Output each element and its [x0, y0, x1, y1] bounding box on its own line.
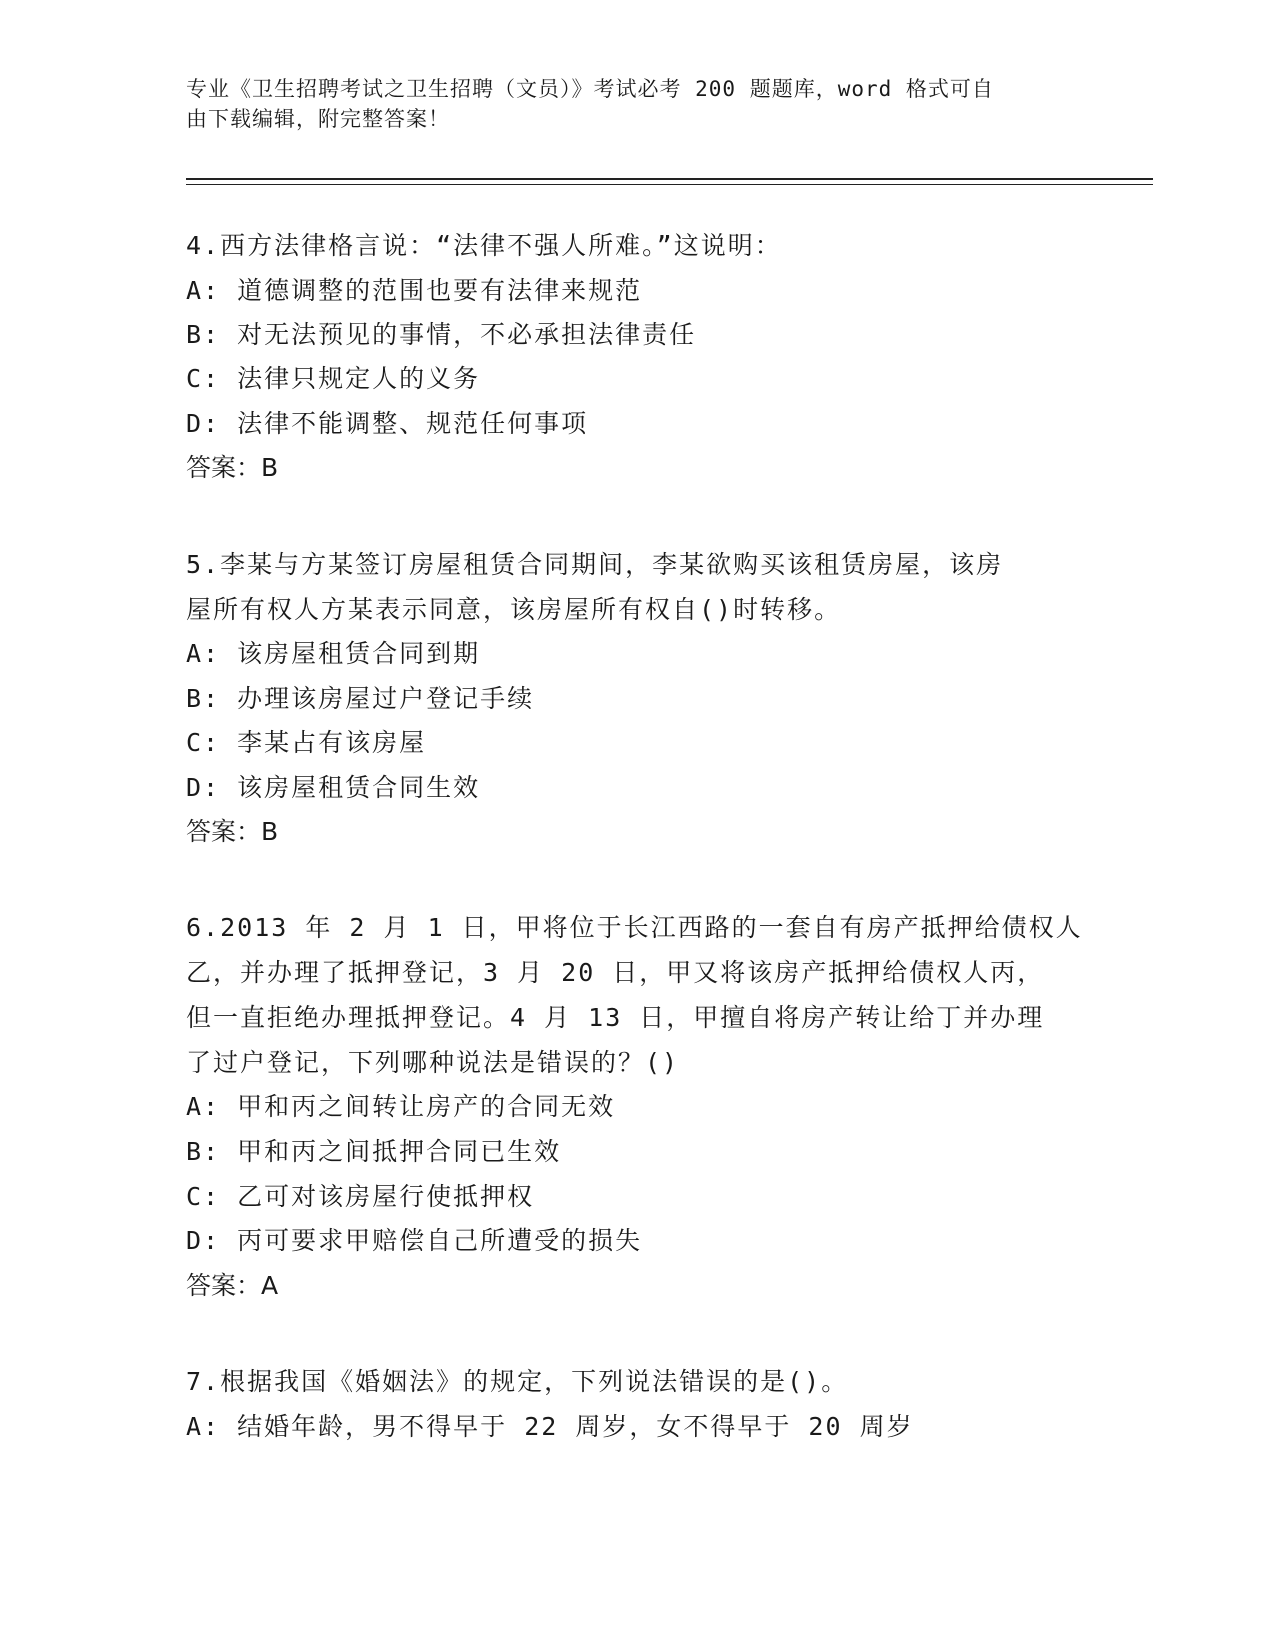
question-5-answer: 答案：B: [186, 817, 279, 846]
question-6-option-c: C: 乙可对该房屋行使抵押权: [186, 1182, 535, 1211]
question-5-stem-line-2: 屋所有权人方某表示同意，该房屋所有权自()时转移。: [186, 595, 842, 624]
question-6-answer: 答案：A: [186, 1271, 279, 1300]
question-4-stem: 4.西方法律格言说：“法律不强人所难。”这说明：: [186, 231, 782, 260]
question-6-option-b: B: 甲和丙之间抵押合同已生效: [186, 1137, 562, 1166]
header-line-1: 专业《卫生招聘考试之卫生招聘（文员）》考试必考 200 题题库，word 格式可自: [186, 77, 994, 101]
question-5-option-c: C: 李某占有该房屋: [186, 728, 427, 757]
question-6-stem-line-4: 了过户登记，下列哪种说法是错误的？(): [186, 1048, 680, 1077]
question-6-stem-line-2: 乙，并办理了抵押登记，3 月 20 日，甲又将该房产抵押给债权人丙，: [186, 958, 1045, 987]
question-4-option-a: A: 道德调整的范围也要有法律来规范: [186, 276, 643, 305]
question-4-option-d: D: 法律不能调整、规范任何事项: [186, 409, 589, 438]
question-5-option-d: D: 该房屋租赁合同生效: [186, 773, 481, 802]
question-5-option-a: A: 该房屋租赁合同到期: [186, 639, 481, 668]
header-divider-thick: [186, 178, 1153, 180]
question-7-option-a: A: 结婚年龄，男不得早于 22 周岁，女不得早于 20 周岁: [186, 1412, 914, 1441]
question-6-stem-line-1: 6.2013 年 2 月 1 日，甲将位于长江西路的一套自有房产抵押给债权人: [186, 913, 1083, 942]
question-5-option-b: B: 办理该房屋过户登记手续: [186, 684, 535, 713]
question-7-stem: 7.根据我国《婚姻法》的规定，下列说法错误的是()。: [186, 1367, 849, 1396]
question-4-option-c: C: 法律只规定人的义务: [186, 364, 481, 393]
question-4-option-b: B: 对无法预见的事情，不必承担法律责任: [186, 320, 697, 349]
header-line-2: 由下载编辑，附完整答案！: [186, 107, 450, 131]
header-divider-thin: [186, 184, 1153, 185]
question-6-option-a: A: 甲和丙之间转让房产的合同无效: [186, 1092, 616, 1121]
question-4-answer: 答案：B: [186, 453, 279, 482]
question-6-option-d: D: 丙可要求甲赔偿自己所遭受的损失: [186, 1226, 643, 1255]
question-5-stem-line-1: 5.李某与方某签订房屋租赁合同期间，李某欲购买该租赁房屋，该房: [186, 550, 1004, 579]
document-header: [186, 74, 1066, 134]
question-6-stem-line-3: 但一直拒绝办理抵押登记。4 月 13 日，甲擅自将房产转让给丁并办理: [186, 1003, 1045, 1032]
